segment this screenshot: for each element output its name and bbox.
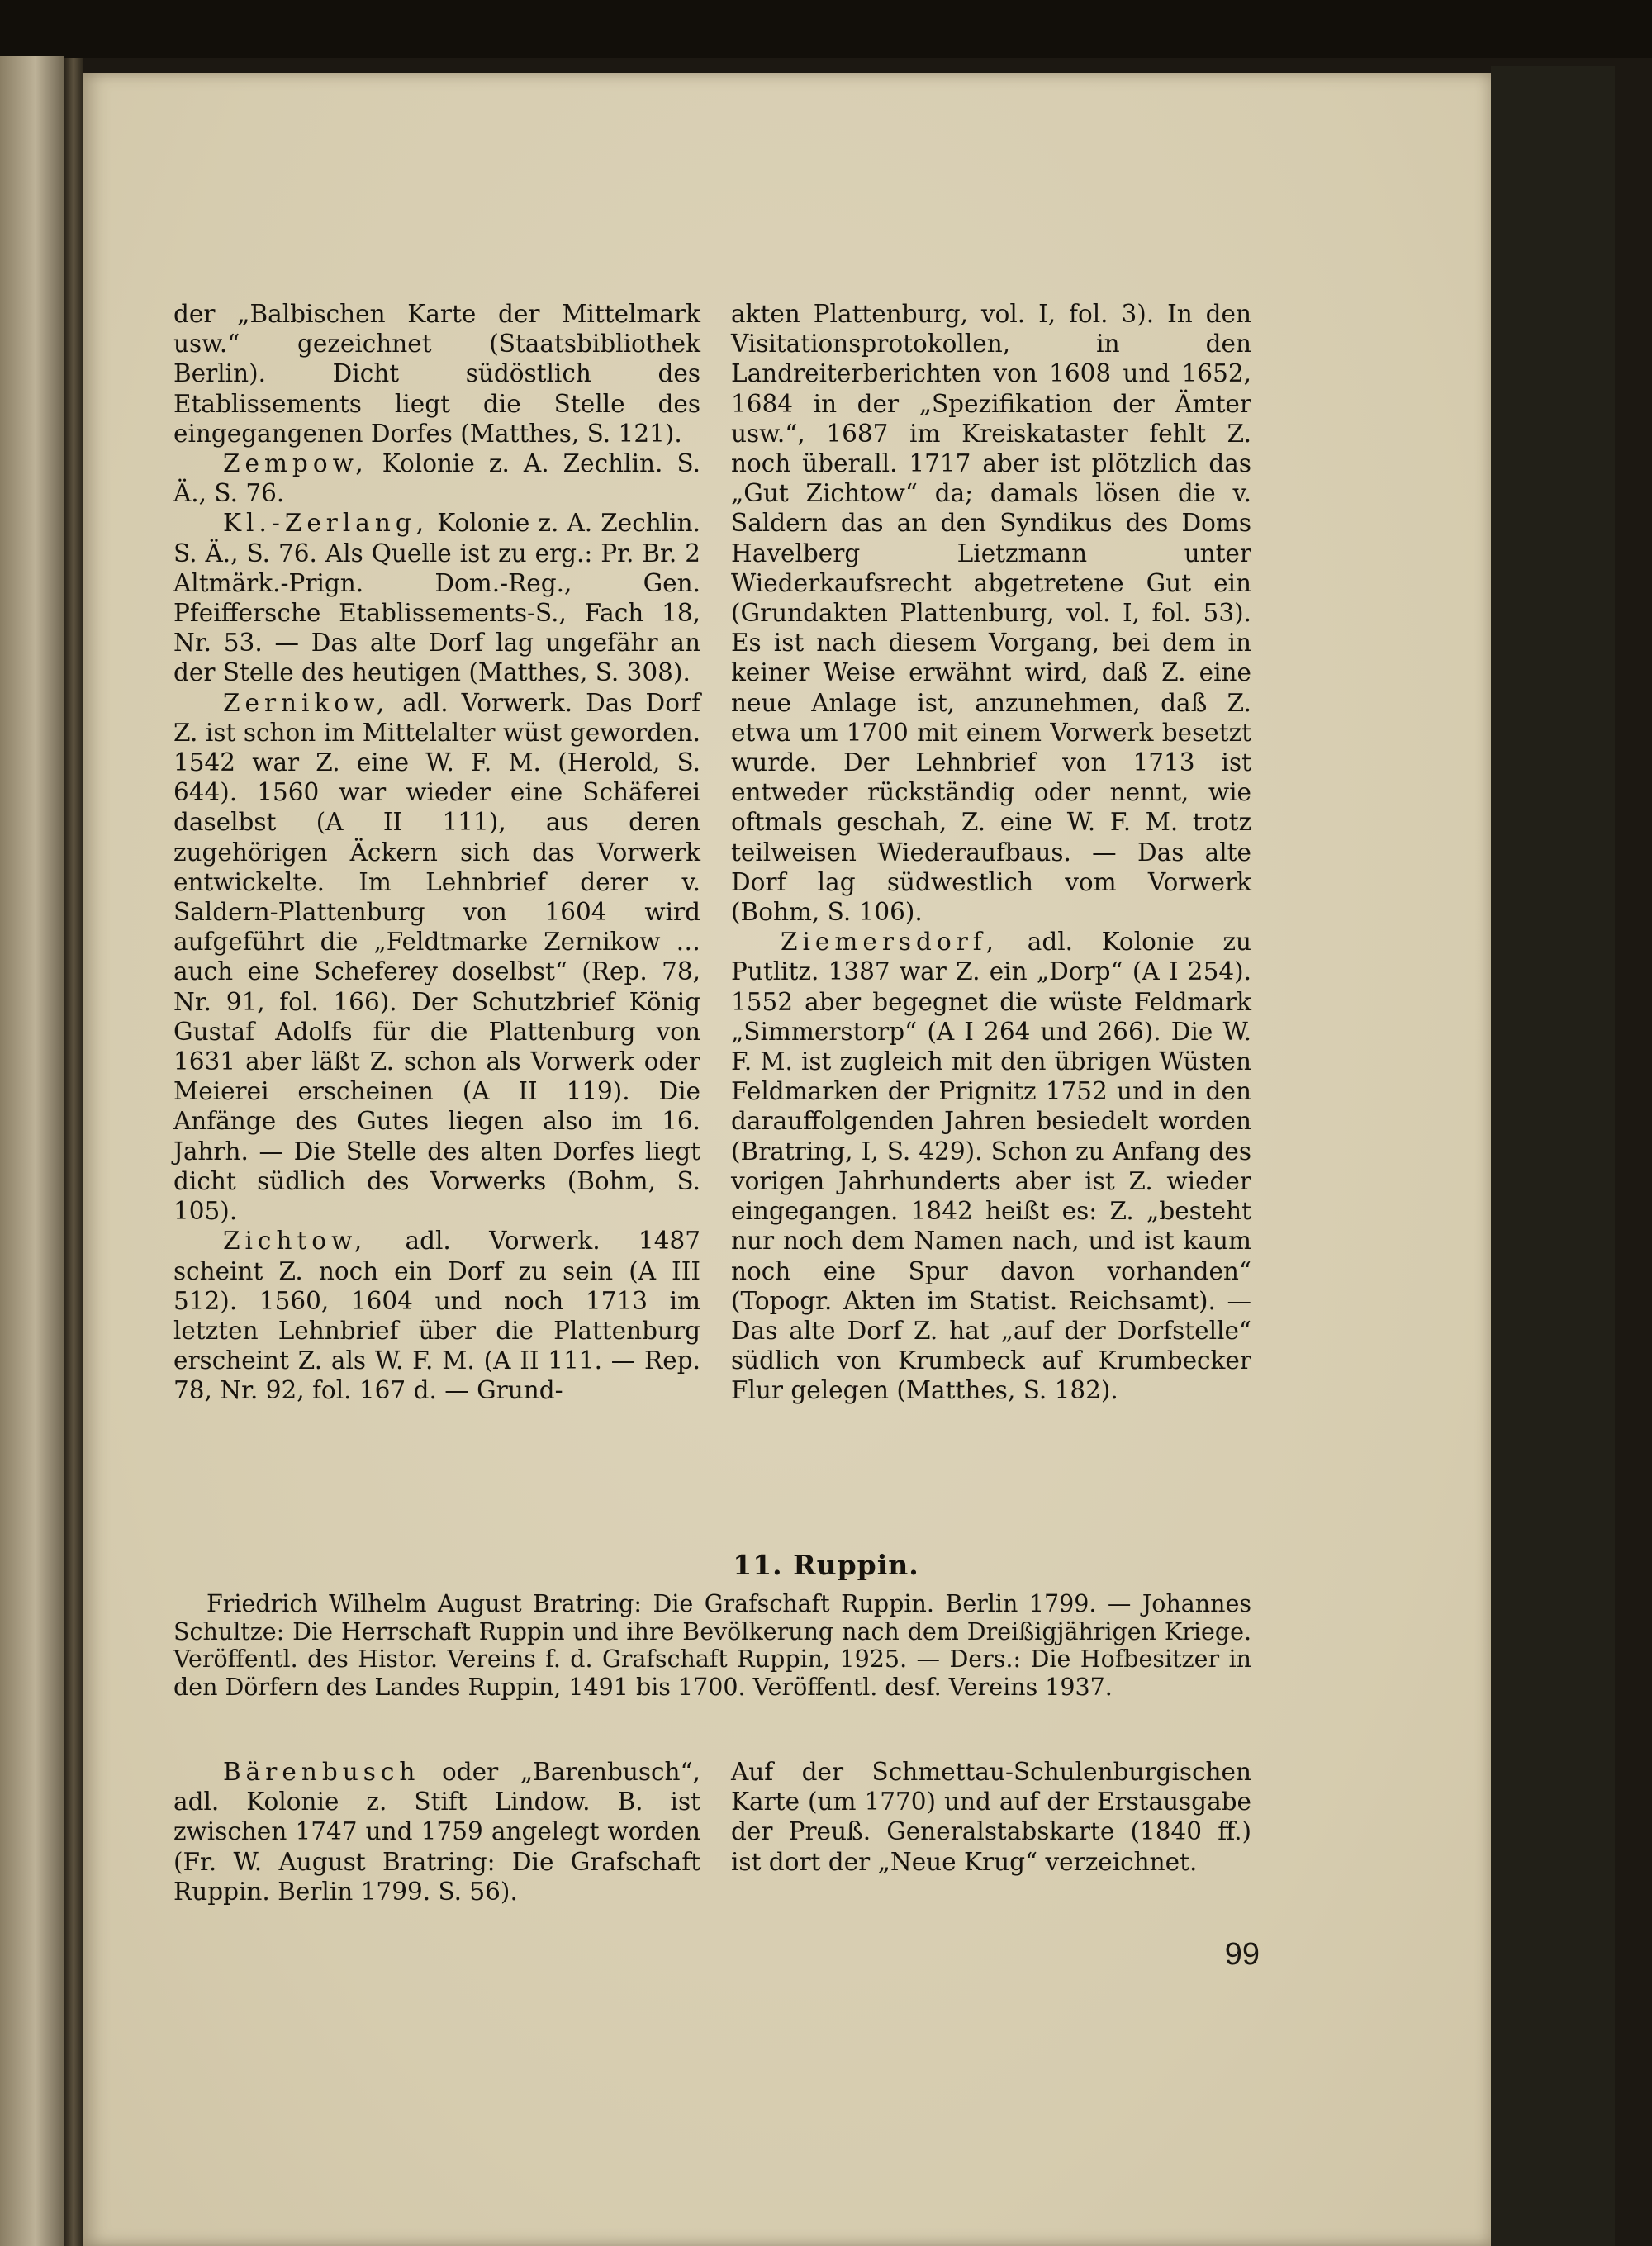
entry-ziemersdorf — [731, 927, 1251, 1405]
entry-text: Kolonie z. A. Zechlin. S. Ä., S. 76. — [173, 449, 700, 508]
entry-text: adl. Vorwerk. Das Dorf Z. ist schon im Mittelalter wüst geworden. 1542 war Z. eine W. F. M. (Herold, S. 644). 1560 war wieder eine Schäferei daselbst (A II 111), aus deren zugehörigen Äckern sich das Vorwerk entwickelte. Im Lehnbrief derer v. Saldern-Plattenburg von 1604 wird aufgeführt die „Feldtmarke Zernikow … auch eine Scheferey doselbst“ (Rep. 78, Nr. 91, fol. 166). Der Schutzbrief König Gustaf Adolfs für die Plattenburg von 1631 aber läßt Z. schon als Vorwerk oder Meierei erscheinen (A II 119). Die Anfänge des Gutes liegen also im 16. Jahrh. — Die Stelle des alten Dorfes liegt dicht südlich des Vorwerks (Bohm, S. 105). — [173, 688, 700, 1226]
entry-head: Zernikow, — [223, 688, 390, 717]
paragraph: der „Balbischen Karte der Mittelmark usw.“ gezeichnet (Staatsbibliothek Berlin). Dicht südöstlich des Etablissements liegt die Stelle des eingegangenen Dorfes (Matthes, S. 121). — [173, 300, 700, 448]
entry-zempow — [173, 449, 700, 508]
bottom-left-column — [173, 1757, 700, 1906]
entry-head: Bärenbusch — [223, 1758, 420, 1786]
entry-zernikow — [173, 688, 700, 1227]
paragraph: Auf der Schmettau-Schulenburgischen Karte (um 1770) und auf der Erstausgabe der Preuß. Generalstabskarte (1840 ff.) ist dort der „Neue Krug“ verzeichnet. — [731, 1758, 1251, 1876]
bottom-right-column — [731, 1757, 1251, 1877]
entry-text: adl. Vorwerk. 1487 scheint Z. noch ein Dorf zu sein (A III 512). 1560, 1604 und noch 1713 im letzten Lehnbrief über die Plattenburg erscheint Z. als W. F. M. (A II 111. — Rep. 78, Nr. 92, fol. 167 d. — Grund- — [173, 1227, 700, 1405]
previous-page-edge — [0, 56, 64, 2246]
left-column — [173, 299, 700, 1406]
entry-head: Kl.-Zerlang, — [223, 509, 430, 538]
book-binding-top — [0, 0, 1652, 58]
entry-zichtow — [173, 1226, 700, 1405]
entry-head: Zichtow, — [223, 1227, 368, 1256]
entry-text: Kolonie z. A. Zechlin. S. Ä., S. 76. Als Quelle ist zu erg.: Pr. Br. 2 Altmärk.-Prign. Dom.-Reg., Gen. Pfeiffersche Etablissements-S., Fach 18, Nr. 53. — Das alte Dorf lag ungefähr an der Stelle des heutigen (Matthes, S. 308). — [173, 509, 700, 687]
paragraph: akten Plattenburg, vol. I, fol. 3). In den Visitationsprotokollen, in den Landreiterberichten von 1608 und 1652, 1684 in der „Spezifikation der Ämter usw.“, 1687 im Kreiskataster fehlt Z. noch überall. 1717 aber ist plötzlich das „Gut Zichtow“ da; damals lösen die v. Saldern das an den Syndikus des Doms Havelberg Lietzmann unter Wiederkaufsrecht abgetretene Gut ein (Grundakten Plattenburg, vol. I, fol. 53). Es ist nach diesem Vorgang, bei dem in keiner Weise erwähnt wird, daß Z. eine neue Anlage ist, anzunehmen, daß Z. etwa um 1700 mit einem Vorwerk besetzt wurde. Der Lehnbrief von 1713 ist entweder rückständig oder nennt, wie oftmals geschah, Z. eine W. F. M. trotz teilweisen Wiederaufbaus. — Das alte Dorf lag südwestlich vom Vorwerk (Bohm, S. 106). — [731, 300, 1251, 927]
right-column — [731, 299, 1251, 1406]
book-cover-edge — [1491, 66, 1615, 2246]
entry-head: Ziemersdorf, — [781, 928, 999, 957]
entry-head: Zempow, — [223, 449, 368, 478]
entry-text: oder „Barenbusch“, adl. Kolonie z. Stift Lindow. B. ist zwischen 1747 und 1759 angelegt worden (Fr. W. August Bratring: Die Grafschaft Ruppin. Berlin 1799. S. 56). — [173, 1758, 700, 1906]
page-number: 99 — [1224, 1937, 1260, 1972]
book-gutter — [64, 58, 83, 2246]
section-sources — [173, 1590, 1251, 1701]
entry-kl-zerlang — [173, 508, 700, 687]
section-heading: 11. Ruppin. — [733, 1549, 919, 1581]
sources-paragraph: Friedrich Wilhelm August Bratring: Die Grafschaft Ruppin. Berlin 1799. — Johannes Schultze: Die Herrschaft Ruppin und ihre Bevölkerung nach dem Dreißigjährigen Kriege. Veröffentl. des Histor. Vereins f. d. Grafschaft Ruppin, 1925. — Ders.: Die Hofbesitzer in den Dörfern des Landes Ruppin, 1491 bis 1700. Veröffentl. desf. Vereins 1937. — [173, 1590, 1251, 1701]
entry-text: adl. Kolonie zu Putlitz. 1387 war Z. ein „Dorp“ (A I 254). 1552 aber begegnet die wüste Feldmark „Simmerstorp“ (A I 264 und 266). Die W. F. M. ist zugleich mit den übrigen Wüsten Feldmarken der Prignitz 1752 und in den darauffolgenden Jahren besiedelt worden (Bratring, I, S. 429). Schon zu Anfang des vorigen Jahrhunderts aber ist Z. wieder eingegangen. 1842 heißt es: Z. „besteht nur noch dem Namen nach, und ist kaum noch eine Spur davon vorhanden“ (Topogr. Akten im Statist. Reichsamt). — Das alte Dorf Z. hat „auf der Dorfstelle“ südlich von Krumbeck auf Krumbecker Flur gelegen (Matthes, S. 182). — [731, 928, 1251, 1405]
entry-baerenbusch — [173, 1757, 700, 1906]
